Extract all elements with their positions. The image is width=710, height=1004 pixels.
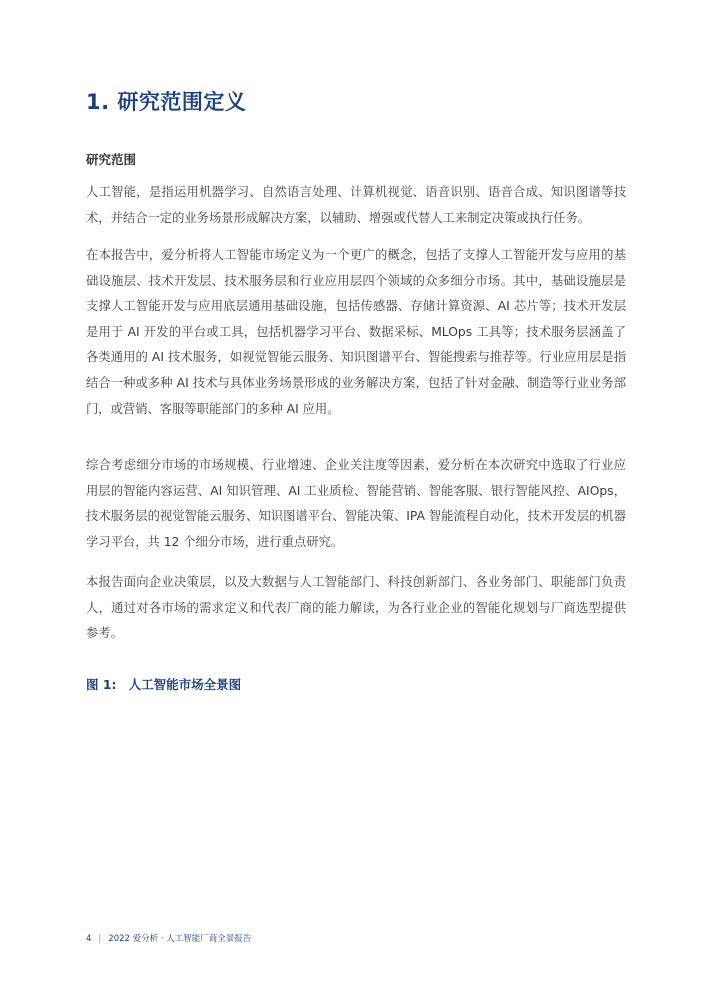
page-number: 4 [86, 934, 92, 944]
page-footer [86, 932, 251, 944]
paragraph-selected-markets: 综合考虑细分市场的市场规模、行业增速、企业关注度等因素，爱分析在本次研究中选取了行业应用层的智能内容运营、AI 知识管理、AI 工业质检、智能营销、智能客服、银行智能风控、AIOps，技术服务层的视觉智能云服务、知识图谱平台、智能决策、IPA 智能流程自动化，技术开发层的机器学习平台，共 12 个细分市场，进行重点研究。 [86, 458, 626, 549]
paragraph-market-scope: 在本报告中，爱分析将人工智能市场定义为一个更广的概念，包括了支撑人工智能开发与应用的基础设施层、技术开发层、技术服务层和行业应用层四个领域的众多细分市场。其中，基础设施层是支撑人工智能开发与应用底层通用基础设施，包括传感器、存储计算资源、AI 芯片等；技术开发层是用于 AI 开发的平台或工具，包括机器学习平台、数据采标、MLOps 工具等；技术服务层涵盖了各类通用的 AI 技术服务，如视觉智能云服务、知识图谱平台、智能搜索与推荐等。行业应用层是指结合一种或多种 AI 技术与具体业务场景形成的业务解决方案，包括了针对金融、制造等行业业务部门，或营销、客服等职能部门的多种 AI 应用。 [86, 248, 626, 416]
figure-title: 人工智能市场全景图 [128, 677, 242, 692]
figure-caption [86, 675, 241, 693]
section-title: 1. 研究范围定义 [86, 90, 247, 114]
paragraph-audience: 本报告面向企业决策层，以及大数据与人工智能部门、科技创新部门、各业务部门、职能部门负责人，通过对各市场的需求定义和代表厂商的能力解读，为各行业企业的智能化规划与厂商选型提供参考。 [86, 575, 626, 641]
subheading: 研究范围 [86, 152, 137, 167]
paragraph-definition: 人工智能，是指运用机器学习、自然语言处理、计算机视觉、语音识别、语音合成、知识图谱等技术，并结合一定的业务场景形成解决方案，以辅助、增强或代替人工来制定决策或执行任务。 [86, 185, 626, 225]
footer-separator: | [98, 934, 102, 944]
report-title: 2022 爱分析 · 人工智能厂商全景报告 [108, 934, 252, 944]
figure-label: 图 1: [86, 677, 117, 692]
